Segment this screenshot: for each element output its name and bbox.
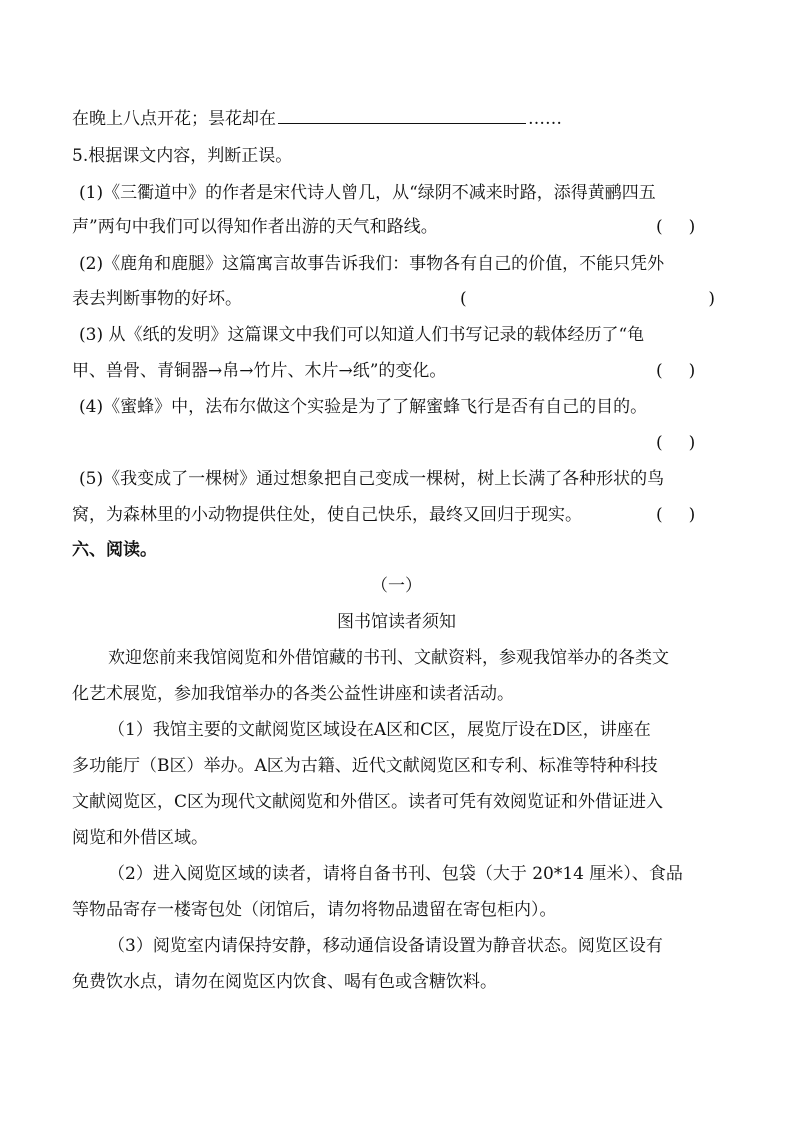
intro-line-1: 欢迎您前来我馆阅览和外借馆藏的书刊、文献资料，参观我馆举办的各类文 <box>108 648 669 668</box>
answer-parentheses[interactable]: ( ) <box>656 433 696 453</box>
answer-parentheses[interactable]: ( ) <box>460 289 715 309</box>
answer-parentheses[interactable]: ( ) <box>656 361 696 381</box>
rule-1-line-4: 阅览和外借区域。 <box>72 828 208 848</box>
answer-parentheses[interactable]: ( ) <box>656 217 696 237</box>
question-5-title: 5.根据课文内容，判断正误。 <box>72 146 293 166</box>
intro-line-2: 化艺术展览，参加我馆举办的各类公益性讲座和读者活动。 <box>72 684 514 704</box>
q5-item-1-line-1: (1)《三衢道中》的作者是宋代诗人曾几，从“绿阴不减来时路，添得黄鹂四五 <box>79 183 656 203</box>
rule-2-line-1: （2）进入阅览区域的读者，请将自备书刊、包袋（大于 20*14 厘米）、食品 <box>108 864 683 884</box>
fill-in-prefix: 在晚上八点开花；昙花却在 <box>72 109 276 129</box>
rule-3-line-2: 免费饮水点，请勿在阅览区内饮食、喝有色或含糖饮料。 <box>72 972 497 992</box>
answer-blank[interactable] <box>278 106 526 124</box>
q5-item-1-line-2: 声”两句中我们可以得知作者出游的天气和路线。 <box>72 217 438 237</box>
q5-item-5-line-1: (5)《我变成了一棵树》通过想象把自己变成一棵树，树上长满了各种形状的鸟 <box>79 469 665 489</box>
q5-item-3-line-2: 甲、兽骨、青铜器→帛→竹片、木片→纸”的变化。 <box>72 361 447 381</box>
q5-item-2-line-1: (2)《鹿角和鹿腿》这篇寓言故事告诉我们：事物各有自己的价值，不能只凭外 <box>79 254 665 274</box>
q5-item-5-line-2: 窝，为森林里的小动物提供住处，使自己快乐，最终又回归于现实。 <box>72 505 582 525</box>
rule-1-line-1: （1）我馆主要的文献阅览区域设在A区和C区，展览厅设在D区，讲座在 <box>108 720 651 740</box>
q5-item-2-line-2: 表去判断事物的好坏。 <box>72 289 242 309</box>
q5-item-4-line-1: (4)《蜜蜂》中，法布尔做这个实验是为了了解蜜蜂飞行是否有自己的目的。 <box>79 397 648 417</box>
q5-item-3-line-1: (3) 从《纸的发明》这篇课文中我们可以知道人们书写记录的载体经历了“龟 <box>79 325 645 345</box>
rule-1-line-3: 文献阅览区，C区为现代文献阅览和外借区。读者可凭有效阅览证和外借证进入 <box>72 792 664 812</box>
fill-in-line <box>72 106 562 131</box>
rule-3-line-1: （3）阅览室内请保持安静，移动通信设备请设置为静音状态。阅览区设有 <box>108 936 663 956</box>
article-title: 图书馆读者须知 <box>337 612 456 632</box>
section-6-title: 六、阅读。 <box>72 540 157 560</box>
fill-in-suffix: …… <box>528 109 562 129</box>
answer-parentheses[interactable]: ( ) <box>656 505 696 525</box>
part-label: （一） <box>371 576 422 596</box>
rule-2-line-2: 等物品寄存一楼寄包处（闭馆后，请勿将物品遗留在寄包柜内）。 <box>72 900 557 920</box>
rule-1-line-2: 多功能厅（B区）举办。A区为古籍、近代文献阅览区和专利、标准等特种科技 <box>72 756 658 776</box>
